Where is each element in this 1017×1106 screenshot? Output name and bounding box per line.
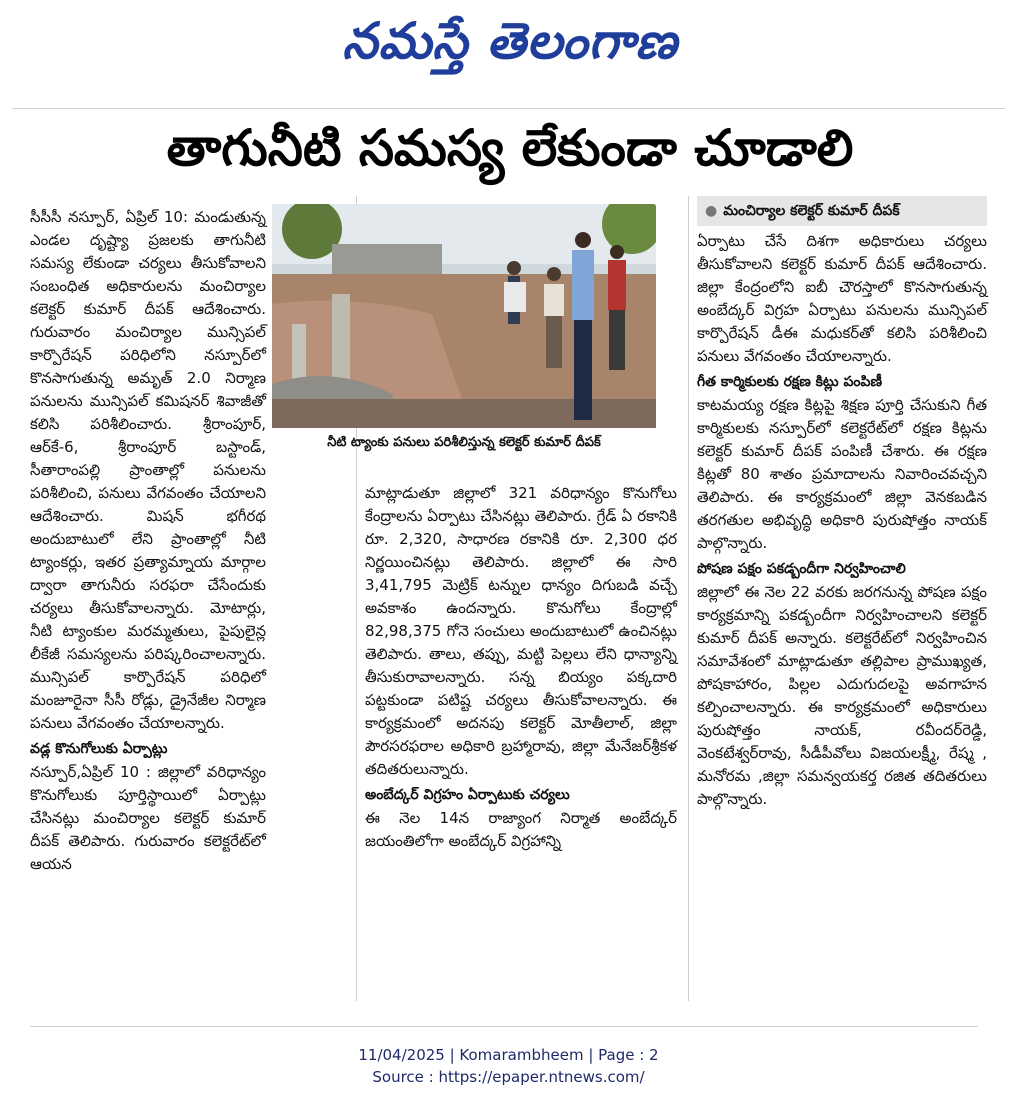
photo-caption: నీటి ట్యాంకు పనులు పరిశీలిస్తున్న కలెక్టర్ కుమార్ దీపక్ [327, 435, 601, 450]
headline: తాగునీటి సమస్య లేకుండా చూడాలి [166, 119, 854, 177]
byline-box [697, 196, 987, 226]
bottom-divider [30, 1026, 978, 1027]
article-paragraph: నస్పూర్,ఏప్రిల్ 10 : జిల్లాలో వరిధాన్యం కొనుగోలుకు పూర్తిస్థాయిలో ఏర్పాట్లు చేసినట్లు మంచిర్యాల కలెక్టర్ కుమార్ దీపక్ తెలిపారు. గురువారం కలెక్టరేట్‌లో ఆయన [30, 763, 266, 873]
top-divider [12, 108, 1005, 109]
footer-date-edition: 11/04/2025 | Komarambheem | Page : 2 [358, 1046, 659, 1064]
subheading: గీత కార్మికులకు రక్షణ కిట్లు పంపిణీ [697, 374, 883, 390]
article-column-3 [697, 230, 987, 811]
news-photo [272, 204, 656, 428]
article-paragraph: జిల్లాలో ఈ నెల 22 వరకు జరగనున్న పోషణ పక్షం కార్యక్రమాన్ని పకడ్బందీగా నిర్వహించాలని కలెక్టర్ కుమార్ దీపక్ అన్నారు. కలెక్టరేట్‌లో నిర్వహించిన సమావేశంలో మాట్లాడుతూ తల్లిపాల ప్రాముఖ్యత, పోషకాహారం, పిల్లల ఎదుగుదలపై అవగాహన కల్పించాలన్నారు. ఈ కార్యక్రమంలో అధికారులు పురుషోత్తం నాయక్, రవీందర్‌రెడ్డి, వెంకటేశ్వర్‌రావు, సీడీపీవోలు విజయలక్ష్మీ, రేష్మ , మనోరమ ,జిల్లా సమన్వయకర్త రజిత తదితరులు పాల్గొన్నారు. [697, 583, 987, 808]
article-column-2 [365, 482, 677, 853]
subheading: అంబేద్కర్ విగ్రహం ఏర్పాటుకు చర్యలు [365, 787, 570, 803]
subheading: వడ్ల కొనుగోలుకు ఏర్పాట్లు [30, 741, 168, 757]
bullet-icon: ● [705, 203, 718, 219]
article-paragraph: మాట్లాడుతూ జిల్లాలో 321 వరిధాన్యం కొనుగోలు కేంద్రాలను ఏర్పాటు చేసినట్లు తెలిపారు. గ్రేడ్ ఏ రకానికి రూ. 2,320, సాధారణ రకానికి రూ. 2,300 ధర నిర్ణయించినట్లు తెలిపారు. జిల్లాలో ఈ సారి 3,41,795 మెట్రిక్ టన్నుల ధాన్యం దిగుబడి వచ్చే అవకాశం ఉందన్నారు. కొనుగోలు కేంద్రాల్లో 82,98,375 గోనె సంచులు అందుబాటులో ఉంచినట్లు తెలిపారు. తాలు, తప్పు, మట్టి పెల్లలు లేని ధాన్యాన్ని తీసుకురావాలన్నారు. సన్న బియ్యం పక్కదారి పట్టకుండా పటిష్ట చర్యలు తీసుకోవాలన్నారు. ఈ కార్యక్రమంలో అదనపు కలెక్టర్ మోతీలాల్, జిల్లా పౌరసరఫరాల అధికారి బ్రహ్మారావు, జిల్లా మేనేజర్‌శ్రీకళ తదితరులున్నారు. [365, 484, 677, 778]
subheading: పోషణ పక్షం పకడ్బందీగా నిర్వహించాలి [697, 561, 906, 577]
footer-source: Source : https://epaper.ntnews.com/ [372, 1068, 645, 1086]
masthead-logo [300, 6, 720, 76]
article-paragraph: ఏర్పాటు చేసే దిశగా అధికారులు చర్యలు తీసుకోవాలని కలెక్టర్ కుమార్ దీపక్ ఆదేశించారు. జిల్లా కేంద్రంలోని ఐబీ చౌరస్తాలో కొనసాగుతున్న అంబేద్కర్ విగ్రహ ఏర్పాటు పనులను మున్సిపల్ కార్పొరేషన్ డీఈ మధుకర్‌తో కలిసి పరిశీలించి పనులు వేగవంతం చేయాలన్నారు. [697, 232, 987, 365]
column-divider-2 [688, 196, 689, 1001]
article-paragraph: ఈ నెల 14న రాజ్యాంగ నిర్మాత అంబేద్కర్ జయంతిలోగా అంబేద్కర్ విగ్రహాన్ని [365, 809, 677, 850]
article-column-1 [30, 206, 266, 876]
article-paragraph: కాటమయ్య రక్షణ కిట్లపై శిక్షణ పూర్తి చేసుకుని గీత కార్మికులకు నస్పూర్‌లో కలెక్టరేట్‌లో రక్షణ కిట్లను కలెక్టర్ కుమార్ దీపక్ పంపిణీ చేశారు. ఈ రక్షణ కిట్లతో 80 శాతం ప్రమాదాలను నివారించవచ్చని తెలిపారు. ఈ కార్యక్రమంలో జిల్లా వెనకబడిన తరగతుల అభివృద్ధి అధికారి పురుషోత్తం నాయక్ పాల్గొన్నారు. [697, 396, 987, 552]
byline-text: మంచిర్యాల కలెక్టర్ కుమార్ దీపక్ [723, 203, 900, 219]
article-paragraph: సీసీసీ నస్పూర్, ఏప్రిల్ 10: మండుతున్న ఎండల దృష్ట్యా ప్రజలకు తాగునీటి సమస్య లేకుండా చర్యలు తీసుకోవాలని సంబంధిత అధికారులను మంచిర్యాల కలెక్టర్ కుమార్ దీపక్ ఆదేశించారు. గురువారం మంచిర్యాల మున్సిపల్ కార్పొరేషన్ పరిధిలోని నస్పూర్‌లో కొనసాగుతున్న అమృత్ 2.0 నిర్మాణ పనులను మున్సిపల్ కమిషనర్ శివాజీతో కలిసి పరిశీలించారు. శ్రీరాంపూర్, ఆర్‌కే-6, శ్రీరాంపూర్ బస్టాండ్, సీతారాంపల్లి ప్రాంతాల్లో పనులను పరిశీలించి, పనులు వేగవంతం చేయాలని ఆదేశించారు. మిషన్ భగీరథ అందుబాటులో లేని ప్రాంతాల్లో నీటి ట్యాంకర్లు, ఇతర ప్రత్యామ్నాయ మార్గాల ద్వారా తాగునీరు సరఫరా చేసేందుకు చర్యలు తీసుకోవాలన్నారు. మోటార్లు, నీటి ట్యాంకుల మరమ్మతులు, పైపులైన్ల లీకేజీ సమస్యలను పరిష్కరించాలన్నారు. మున్సిపల్ కార్పొరేషన్ పరిధిలో మంజూరైనా సీసీ రోడ్లు, డ్రైనేజీల నిర్మాణ పనులు వేగవంతం చేయాలన్నారు. [30, 208, 266, 732]
masthead-title: నమస్తే తెలంగాణ [342, 11, 678, 70]
